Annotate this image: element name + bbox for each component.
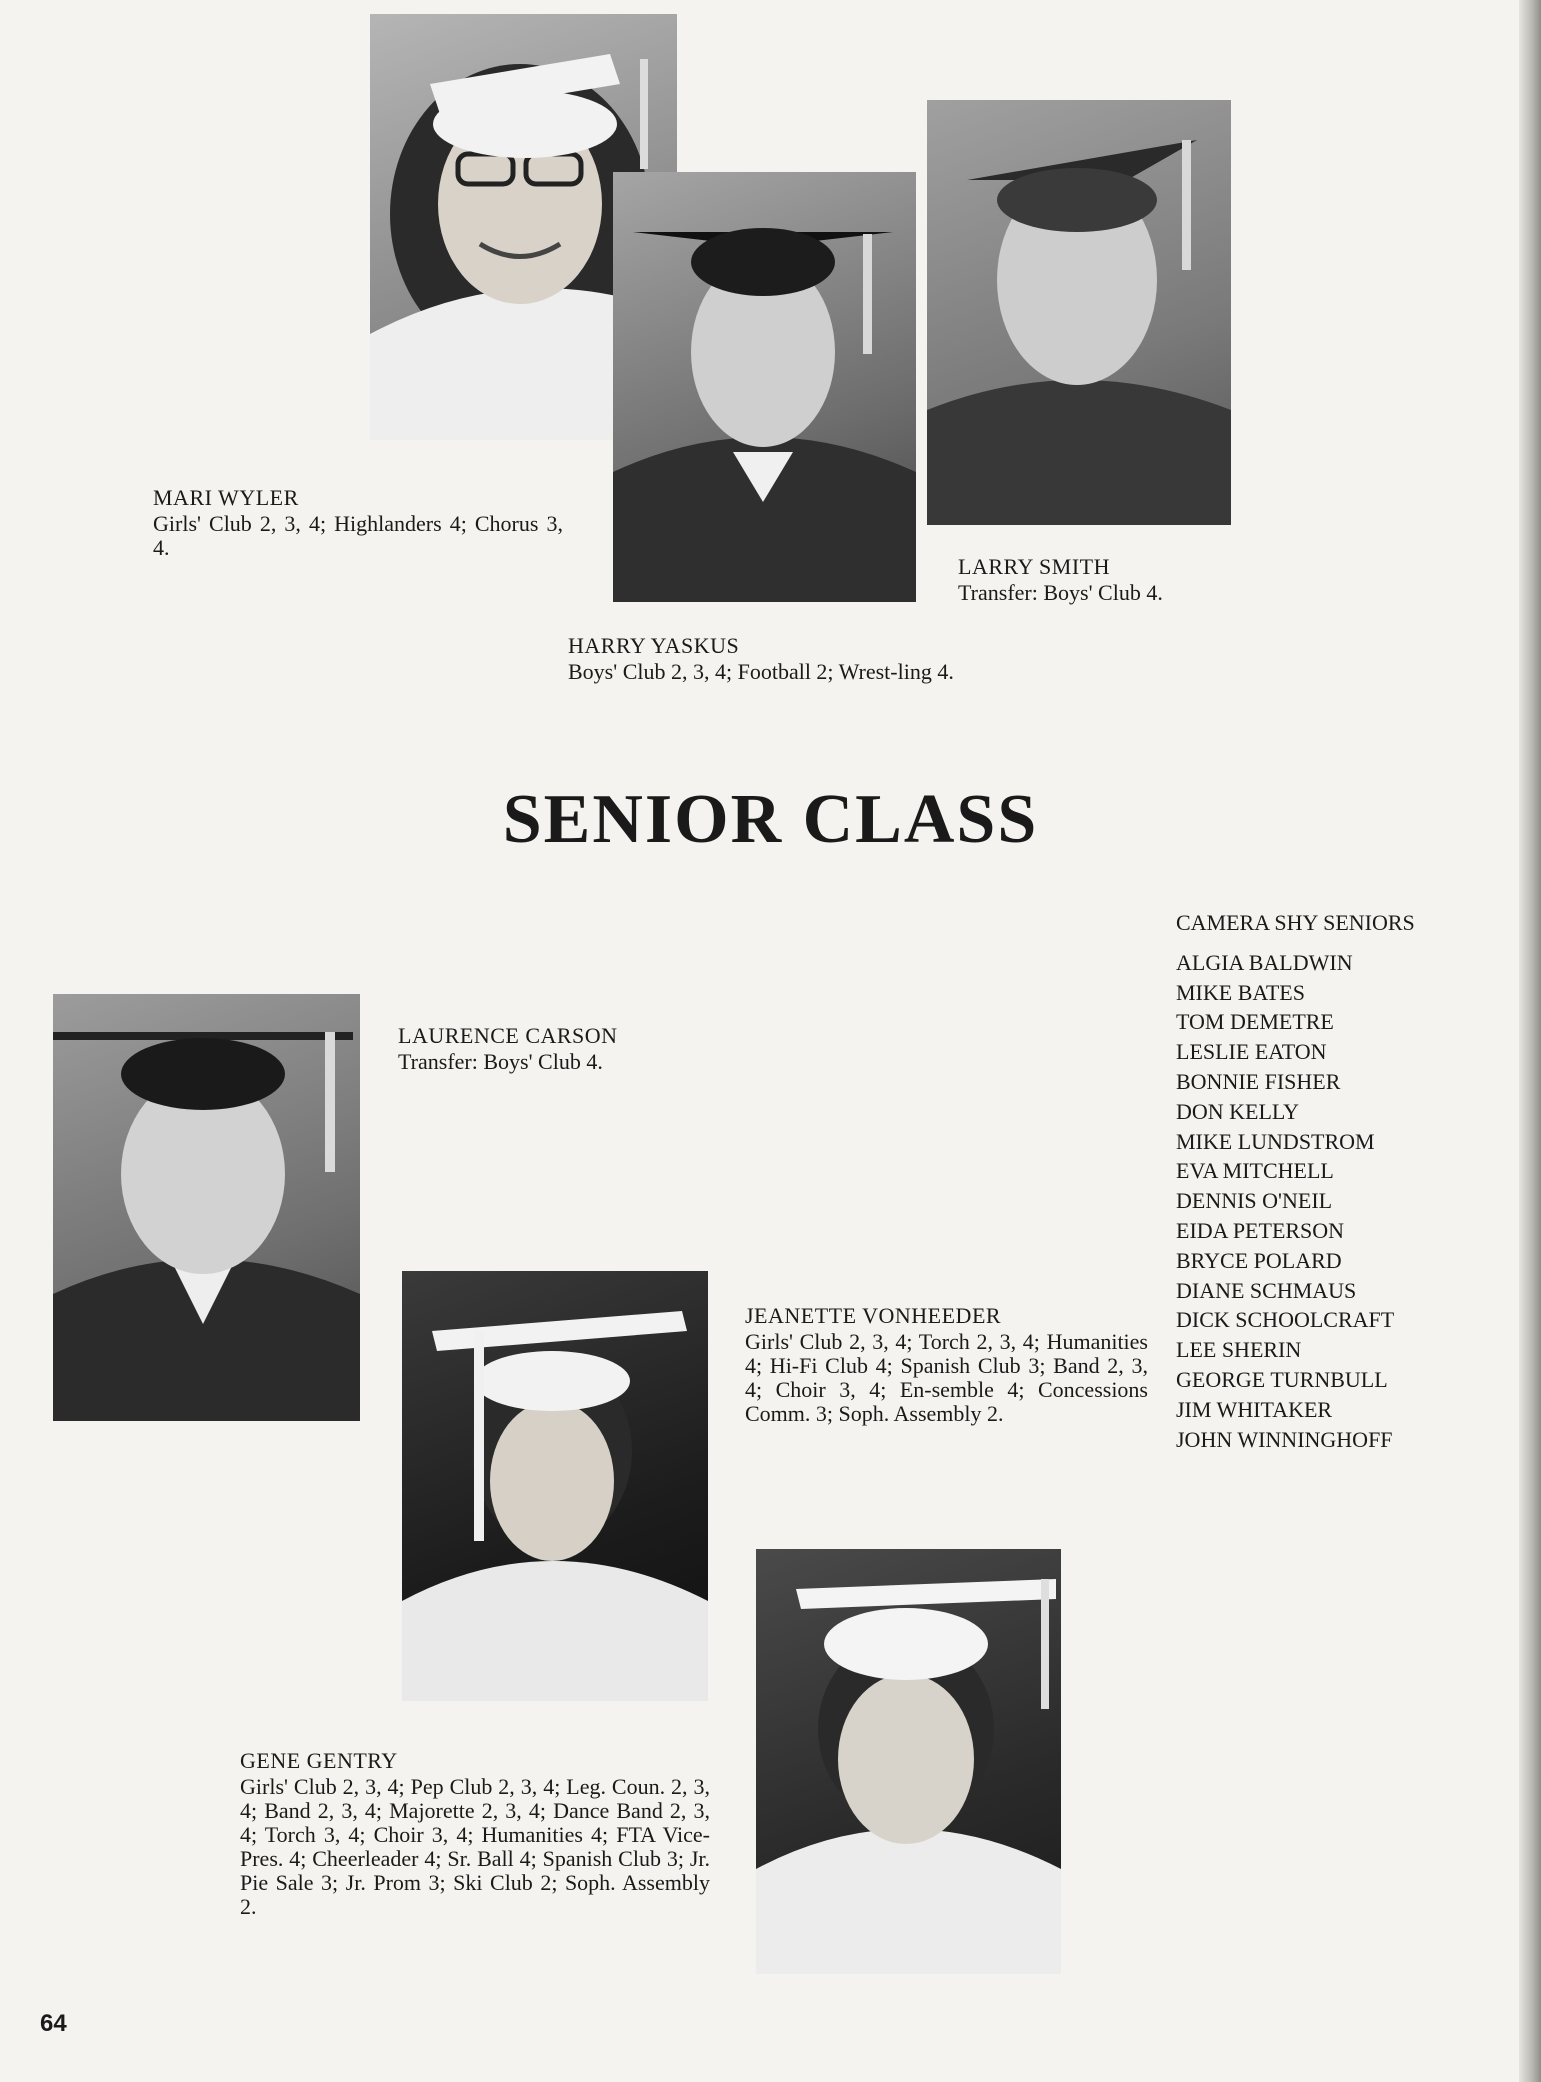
list-item: DICK SCHOOLCRAFT [1176, 1307, 1395, 1333]
list-item: MIKE LUNDSTROM [1176, 1128, 1375, 1154]
senior-name: LARRY SMITH [958, 554, 1110, 579]
list-item: BONNIE FISHER [1176, 1068, 1341, 1094]
senior-name: JEANETTE VONHEEDER [745, 1303, 1002, 1328]
list-item: BRYCE POLARD [1176, 1247, 1342, 1273]
list-item: JOHN WINNINGHOFF [1176, 1426, 1393, 1452]
portrait-harry-yaskus [613, 172, 916, 602]
portrait-jeanette-vonheeder [402, 1271, 708, 1701]
camera-shy-heading: CAMERA SHY SENIORS [1176, 910, 1415, 935]
list-item: JIM WHITAKER [1176, 1396, 1333, 1422]
senior-caption-gene-gentry [240, 1749, 710, 1919]
senior-caption-harry-yaskus [568, 634, 978, 684]
senior-name: GENE GENTRY [240, 1748, 398, 1773]
senior-activities: Transfer: Boys' Club 4. [958, 580, 1163, 605]
senior-activities: Girls' Club 2, 3, 4; Pep Club 2, 3, 4; Leg. Coun. 2, 3, 4; Band 2, 3, 4; Majorette 2, 3, 4; Dance Band 2, 3, 4; Torch 3, 4; Choir 3, 4; Humanities 4; FTA Vice-Pres. 4; Cheerleader 4; Sr. Ball 4; Spanish Club 3; Jr. Pie Sale 3; Jr. Prom 3; Ski Club 2; Soph. Assembly 2. [240, 1774, 710, 1919]
list-item: DIANE SCHMAUS [1176, 1277, 1357, 1303]
list-item: LEE SHERIN [1176, 1337, 1302, 1363]
list-item: EIDA PETERSON [1176, 1217, 1345, 1243]
list-item: DENNIS O'NEIL [1176, 1188, 1333, 1214]
senior-name: HARRY YASKUS [568, 633, 740, 658]
list-item: MIKE BATES [1176, 979, 1305, 1005]
list-item: LESLIE EATON [1176, 1039, 1327, 1065]
page-edge [1519, 0, 1541, 2082]
list-item: ALGIA BALDWIN [1176, 949, 1353, 975]
senior-caption-mari-wyler [153, 486, 563, 560]
list-item: EVA MITCHELL [1176, 1158, 1334, 1184]
senior-activities: Girls' Club 2, 3, 4; Highlanders 4; Chorus 3, 4. [153, 511, 563, 560]
senior-activities: Girls' Club 2, 3, 4; Torch 2, 3, 4; Humanities 4; Hi-Fi Club 4; Spanish Club 3; Band 2, 3, 4; Choir 3, 4; En-semble 4; Concessions Comm. 3; Soph. Assembly 2. [745, 1329, 1148, 1426]
portrait-laurence-carson [53, 994, 360, 1421]
senior-caption-laurence-carson [398, 1024, 718, 1074]
senior-caption-jeanette-vonheeder [745, 1304, 1148, 1426]
page-title: SENIOR CLASS [502, 781, 1039, 858]
senior-activities: Transfer: Boys' Club 4. [398, 1049, 603, 1074]
camera-shy-seniors [1176, 908, 1415, 1454]
portrait-gene-gentry [756, 1549, 1061, 1974]
page-number: 64 [40, 2010, 67, 2037]
senior-caption-larry-smith [958, 555, 1258, 605]
portrait-larry-smith [927, 100, 1231, 525]
senior-activities: Boys' Club 2, 3, 4; Football 2; Wrest-ling 4. [568, 659, 954, 684]
list-item: GEORGE TURNBULL [1176, 1366, 1388, 1392]
senior-name: LAURENCE CARSON [398, 1023, 618, 1048]
camera-shy-names [1176, 948, 1415, 1455]
list-item: DON KELLY [1176, 1098, 1300, 1124]
list-item: TOM DEMETRE [1176, 1009, 1334, 1035]
senior-name: MARI WYLER [153, 485, 299, 510]
